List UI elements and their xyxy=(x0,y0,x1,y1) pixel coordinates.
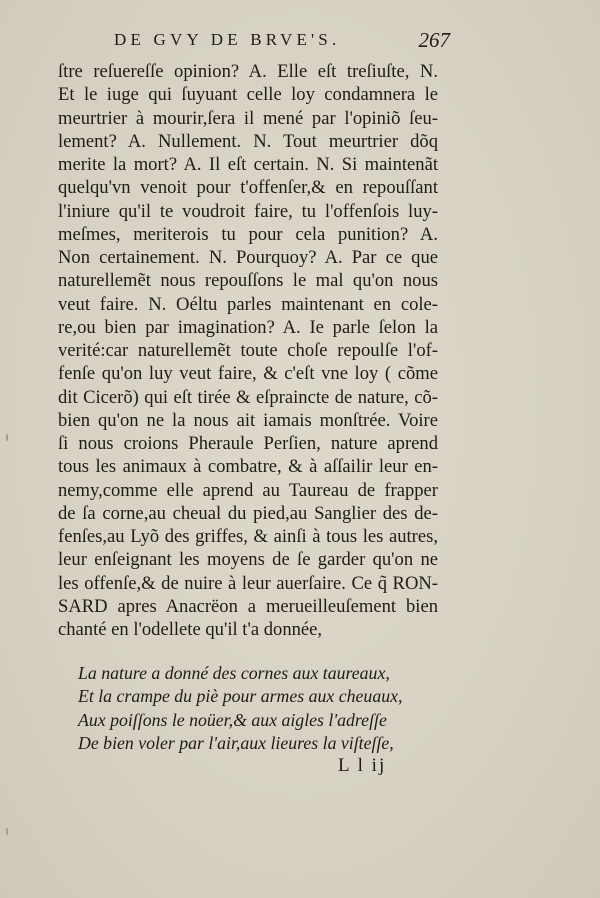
text-line: meſmes, meriterois tu pour cela punition? A. xyxy=(58,223,438,245)
text-line: veut faire. N. Oéltu parles maintenant en cole- xyxy=(58,293,438,315)
text-line: chanté en l'odellete qu'il t'a donnée, xyxy=(58,619,323,640)
margin-mark xyxy=(6,434,8,441)
text-line: leur enſeignant les moyens de ſe garder qu'on ne xyxy=(58,549,438,571)
running-head xyxy=(84,30,450,56)
text-line: Et le iuge qui ſuyuant celle loy condamnera le xyxy=(58,84,438,106)
text-line: dit Cicerõ) qui eſt tirée & eſpraincte de nature, cõ- xyxy=(58,386,438,408)
text-line: lement? A. Nullement. N. Tout meurtrier dõq xyxy=(58,130,438,152)
text-line: fenſe qu'on luy veut faire, & c'eſt vne loy ( cõme xyxy=(58,363,438,385)
text-line: l'iniure qu'il te voudroit faire, tu l'offenſois luy- xyxy=(58,200,438,222)
text-line: SARD apres Anacrëon a merueilleuſement bien xyxy=(58,595,438,617)
prose-block xyxy=(58,60,438,641)
verse-line: De bien voler par l'air,aux lieures la viſteſſe, xyxy=(78,732,394,753)
text-line: meurtrier à mourir,ſera il mené par l'opiniõ ſeu- xyxy=(58,107,438,129)
text-line: les offenſe,& de nuire à leur auerſaire. Ce q̃ RON- xyxy=(58,572,438,594)
verse-line: Et la crampe du piè pour armes aux cheuaux, xyxy=(78,686,403,707)
text-line: bien qu'on ne la nous ait iamais monſtrée. Voire xyxy=(58,409,438,431)
verse-block xyxy=(78,662,428,755)
text-line: nemy,comme elle aprend au Taureau de frapper xyxy=(58,479,438,501)
text-line: fenſes,au Lyõ des griffes, & ainſi à tous les autres, xyxy=(58,526,438,547)
text-line: merite la mort? A. Il eſt certain. N. Si maintenãt xyxy=(58,154,438,175)
verse-line: La nature a donné des cornes aux taureaux, xyxy=(78,663,390,683)
text-line: ſi nous croions Pheraule Perſien, nature aprend xyxy=(58,433,438,454)
text-line: naturellemẽt nous repouſſons le mal qu'on nous xyxy=(58,270,438,292)
running-title: DE GVY DE BRVE'S. xyxy=(114,30,341,49)
margin-mark xyxy=(6,828,8,835)
verse-line: Aux poiſſons le noüer,& aux aigles l'adreſſe xyxy=(78,709,387,730)
page-number: 267 xyxy=(418,28,450,52)
text-line: quelqu'vn venoit pour t'offenſer,& en repouſſant xyxy=(58,177,438,199)
signature-mark: L l ij xyxy=(338,755,387,776)
text-line: de ſa corne,au cheual du pied,au Sanglier des de- xyxy=(58,502,438,524)
text-line: Non certainement. N. Pourquoy? A. Par ce que xyxy=(58,247,438,268)
text-line: tous les animaux à combatre, & à aſſailir leur en- xyxy=(58,456,438,478)
text-line: ſtre reſuereſſe opinion? A. Elle eſt treſiuſte, N. xyxy=(58,61,438,82)
text-line: verité:car naturellemẽt toute choſe repoulſe l'of- xyxy=(58,340,438,361)
text-line: re,ou bien par imagination? A. Ie parle ſelon la xyxy=(58,316,438,338)
